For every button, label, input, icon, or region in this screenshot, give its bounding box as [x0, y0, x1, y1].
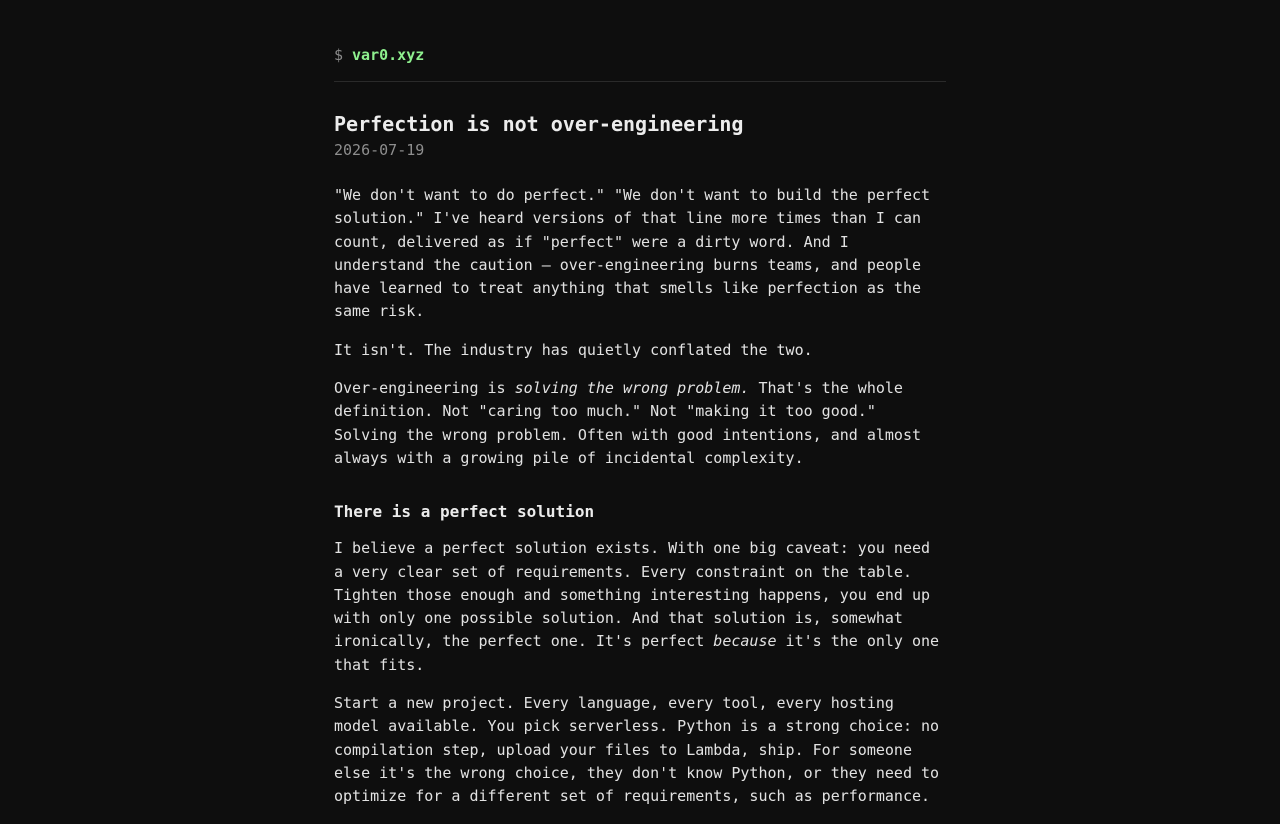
- post: [334, 110, 946, 809]
- paragraph: [334, 377, 946, 470]
- site-name-link[interactable]: var0.xyz: [352, 46, 425, 64]
- section-heading: There is a perfect solution: [334, 502, 595, 522]
- paragraph-text: I believe a perfect solution exists. With one big caveat: you need a very clear set of requirements. Every constraint on the table. Tighten those enough and something interesting happens, you end up with only one possible solution. And that solution is, somewhat ironically, the perfect one. It's perfect: [334, 539, 931, 651]
- post-title: Perfection is not over-engineering: [334, 112, 744, 136]
- paragraph-text: Over-engineering is: [334, 379, 515, 398]
- paragraph: Start a new project. Every language, every tool, every hosting model available. You pick serverless. Python is a strong choice: no compilation step, upload your files to Lambda, ship. For someone else it's the wrong choice, they don't know Python, or they need to optimize for a different set of requirements, such as performance.: [334, 694, 940, 806]
- page-container: [334, 0, 946, 824]
- emphasis-text: solving the wrong problem.: [514, 379, 750, 398]
- post-body: [334, 184, 946, 809]
- paragraph-text: it's the only one that fits.: [334, 632, 940, 674]
- emphasis-text: because: [713, 632, 777, 651]
- paragraph-text: That's the whole definition. Not "caring too much." Not "making it too good." Solving the wrong problem. Often with good intentions, and almost always with a growing pile of incidental complexity.: [334, 379, 921, 467]
- site-header: [334, 0, 946, 82]
- post-date: 2026-07-19: [334, 141, 425, 159]
- shell-prompt: $: [334, 46, 344, 64]
- paragraph: It isn't. The industry has quietly conflated the two.: [334, 340, 813, 359]
- paragraph: [334, 537, 946, 677]
- paragraph: "We don't want to do perfect." "We don't want to build the perfect solution." I've heard versions of that line more times than I can count, delivered as if "perfect" were a dirty word. And I understand the caution — over-engineering burns teams, and people have learned to treat anything that smells like perfection as the same risk.: [334, 186, 931, 321]
- brand: [334, 44, 946, 67]
